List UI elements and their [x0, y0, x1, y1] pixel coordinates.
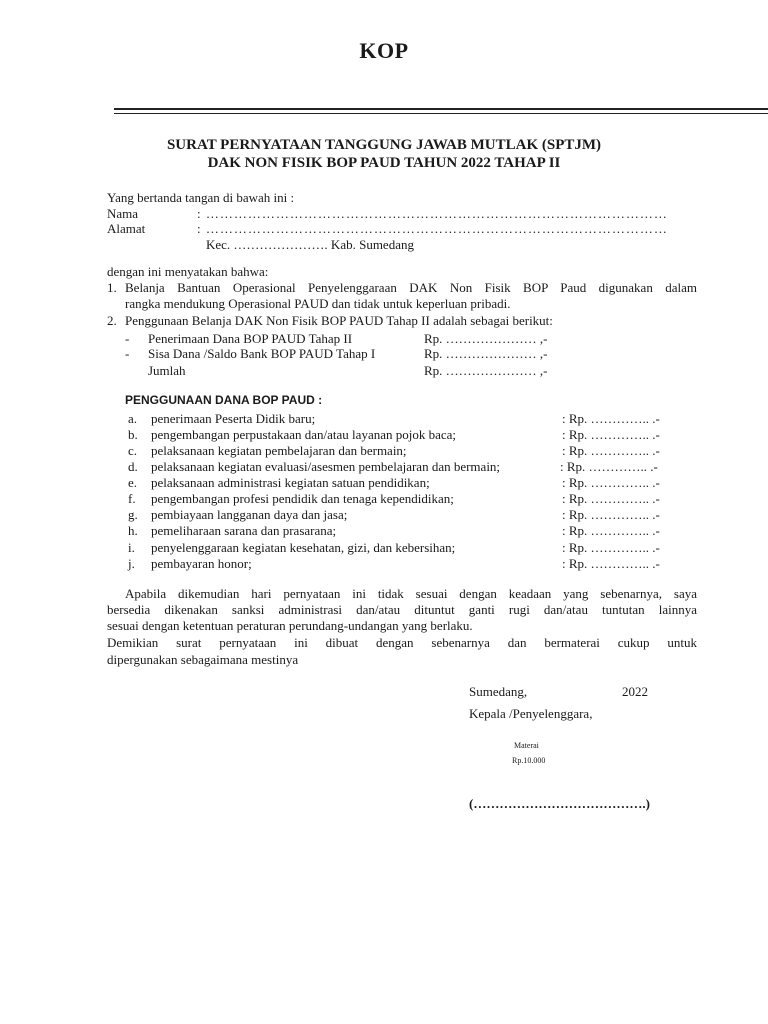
item-2-number: 2.: [107, 313, 117, 328]
closing-paragraph-2-line-1: Demikian surat pernyataan ini dibuat dengan sebenarnya dan bermaterai cukup untuk: [107, 635, 697, 650]
usage-item-text: pelaksanaan kegiatan evaluasi/asesmen pembelajaran dan bermain;: [151, 459, 501, 474]
usage-item-text: pengembangan perpustakaan dan/atau layanan pojok baca;: [151, 427, 457, 442]
signature-year: 2022: [622, 684, 648, 699]
usage-item-amount: : Rp. ………….. .-: [562, 491, 660, 506]
usage-item-text: pemeliharaan sarana dan prasarana;: [151, 523, 337, 538]
usage-item-amount: : Rp. ………….. .-: [562, 540, 660, 555]
usage-letter: b.: [128, 427, 138, 442]
materai-value: Rp.10.000: [512, 756, 546, 765]
alamat-field: : ………………………………………………………………………………………: [197, 221, 668, 236]
usage-item-text: penerimaan Peserta Didik baru;: [151, 411, 316, 426]
nama-field: : ………………………………………………………………………………………: [197, 206, 668, 221]
closing-paragraph-2-line-2: dipergunakan sebagaimana mestinya: [107, 652, 299, 667]
closing-paragraph-1-line-3: sesuai dengan ketentuan peraturan perundang-undangan yang berlaku.: [107, 618, 473, 633]
usage-item-amount: : Rp. ………….. .-: [562, 427, 660, 442]
usage-item-amount: : Rp. ………….. .-: [562, 475, 660, 490]
usage-item-amount: : Rp. ………….. .-: [562, 523, 660, 538]
sub-label-penerimaan: Penerimaan Dana BOP PAUD Tahap II: [148, 331, 353, 346]
signature-name-placeholder: (………………………………….): [469, 796, 650, 811]
identity-intro: Yang bertanda tangan di bawah ini :: [107, 190, 295, 205]
usage-item-text: penyelenggaraan kegiatan kesehatan, gizi, dan kebersihan;: [151, 540, 456, 555]
usage-item-text: pembiayaan langganan daya dan jasa;: [151, 507, 348, 522]
header-rule-thin: [114, 113, 768, 114]
usage-item-text: pembayaran honor;: [151, 556, 252, 571]
sub-value-jumlah: Rp. ………………… ,-: [424, 363, 548, 378]
sub-bullet-2: -: [125, 346, 130, 361]
document-title-line-1: SURAT PERNYATAAN TANGGUNG JAWAB MUTLAK (SPTJM): [166, 137, 602, 153]
usage-letter: d.: [128, 459, 138, 474]
kecamatan-line: Kec. …………………. Kab. Sumedang: [206, 237, 414, 252]
item-1-number: 1.: [107, 280, 117, 295]
usage-letter: e.: [128, 475, 138, 490]
item-1-line-2: rangka mendukung Operasional PAUD dan tidak untuk keperluan pribadi.: [125, 296, 511, 311]
sub-label-jumlah: Jumlah: [148, 363, 186, 378]
usage-item-text: pelaksanaan kegiatan pembelajaran dan bermain;: [151, 443, 407, 458]
materai-label: Materai: [514, 741, 539, 750]
item-1-line-1: Belanja Bantuan Operasional Penyelenggaraan DAK Non Fisik BOP Paud digunakan dalam: [125, 280, 697, 295]
usage-letter: f.: [128, 491, 136, 506]
statement-intro: dengan ini menyatakan bahwa:: [107, 264, 269, 279]
document-title-line-2: DAK NON FISIK BOP PAUD TAHUN 2022 TAHAP II: [207, 155, 561, 171]
usage-letter: i.: [128, 540, 135, 555]
alamat-label: Alamat: [107, 221, 146, 236]
sub-bullet-1: -: [125, 331, 130, 346]
usage-letter: a.: [128, 411, 138, 426]
usage-item-text: pengembangan profesi pendidik dan tenaga kependidikan;: [151, 491, 454, 506]
usage-letter: h.: [128, 523, 138, 538]
usage-item-amount: : Rp. ………….. .-: [562, 411, 660, 426]
kop-header: KOP: [359, 38, 409, 63]
usage-letter: j.: [128, 556, 135, 571]
sub-value-sisa-dana: Rp. ………………… ,-: [424, 346, 548, 361]
usage-heading: PENGGUNAAN DANA BOP PAUD :: [125, 393, 323, 407]
usage-letter: c.: [128, 443, 138, 458]
sub-value-penerimaan: Rp. ………………… ,-: [424, 331, 548, 346]
header-rule-thick: [114, 108, 768, 110]
closing-paragraph-1-line-2: bersedia dikenakan sanksi administrasi dan/atau dituntut ganti rugi dan/atau tuntutan lainnya: [107, 602, 697, 617]
usage-item-amount: : Rp. ………….. .-: [560, 459, 658, 474]
closing-paragraph-1-line-1: Apabila dikemudian hari pernyataan ini tidak sesuai dengan keadaan yang sebenarnya, saya: [125, 586, 697, 601]
signature-role: Kepala /Penyelenggara,: [469, 706, 593, 721]
usage-item-text: pelaksanaan administrasi kegiatan satuan pendidikan;: [151, 475, 430, 490]
nama-label: Nama: [107, 206, 139, 221]
usage-item-amount: : Rp. ………….. .-: [562, 556, 660, 571]
item-2-text: Penggunaan Belanja DAK Non Fisik BOP PAUD Tahap II adalah sebagai berikut:: [125, 313, 553, 328]
sub-label-sisa-dana: Sisa Dana /Saldo Bank BOP PAUD Tahap I: [148, 346, 376, 361]
signature-place: Sumedang,: [469, 684, 528, 699]
usage-item-amount: : Rp. ………….. .-: [562, 443, 660, 458]
usage-letter: g.: [128, 507, 138, 522]
usage-item-amount: : Rp. ………….. .-: [562, 507, 660, 522]
